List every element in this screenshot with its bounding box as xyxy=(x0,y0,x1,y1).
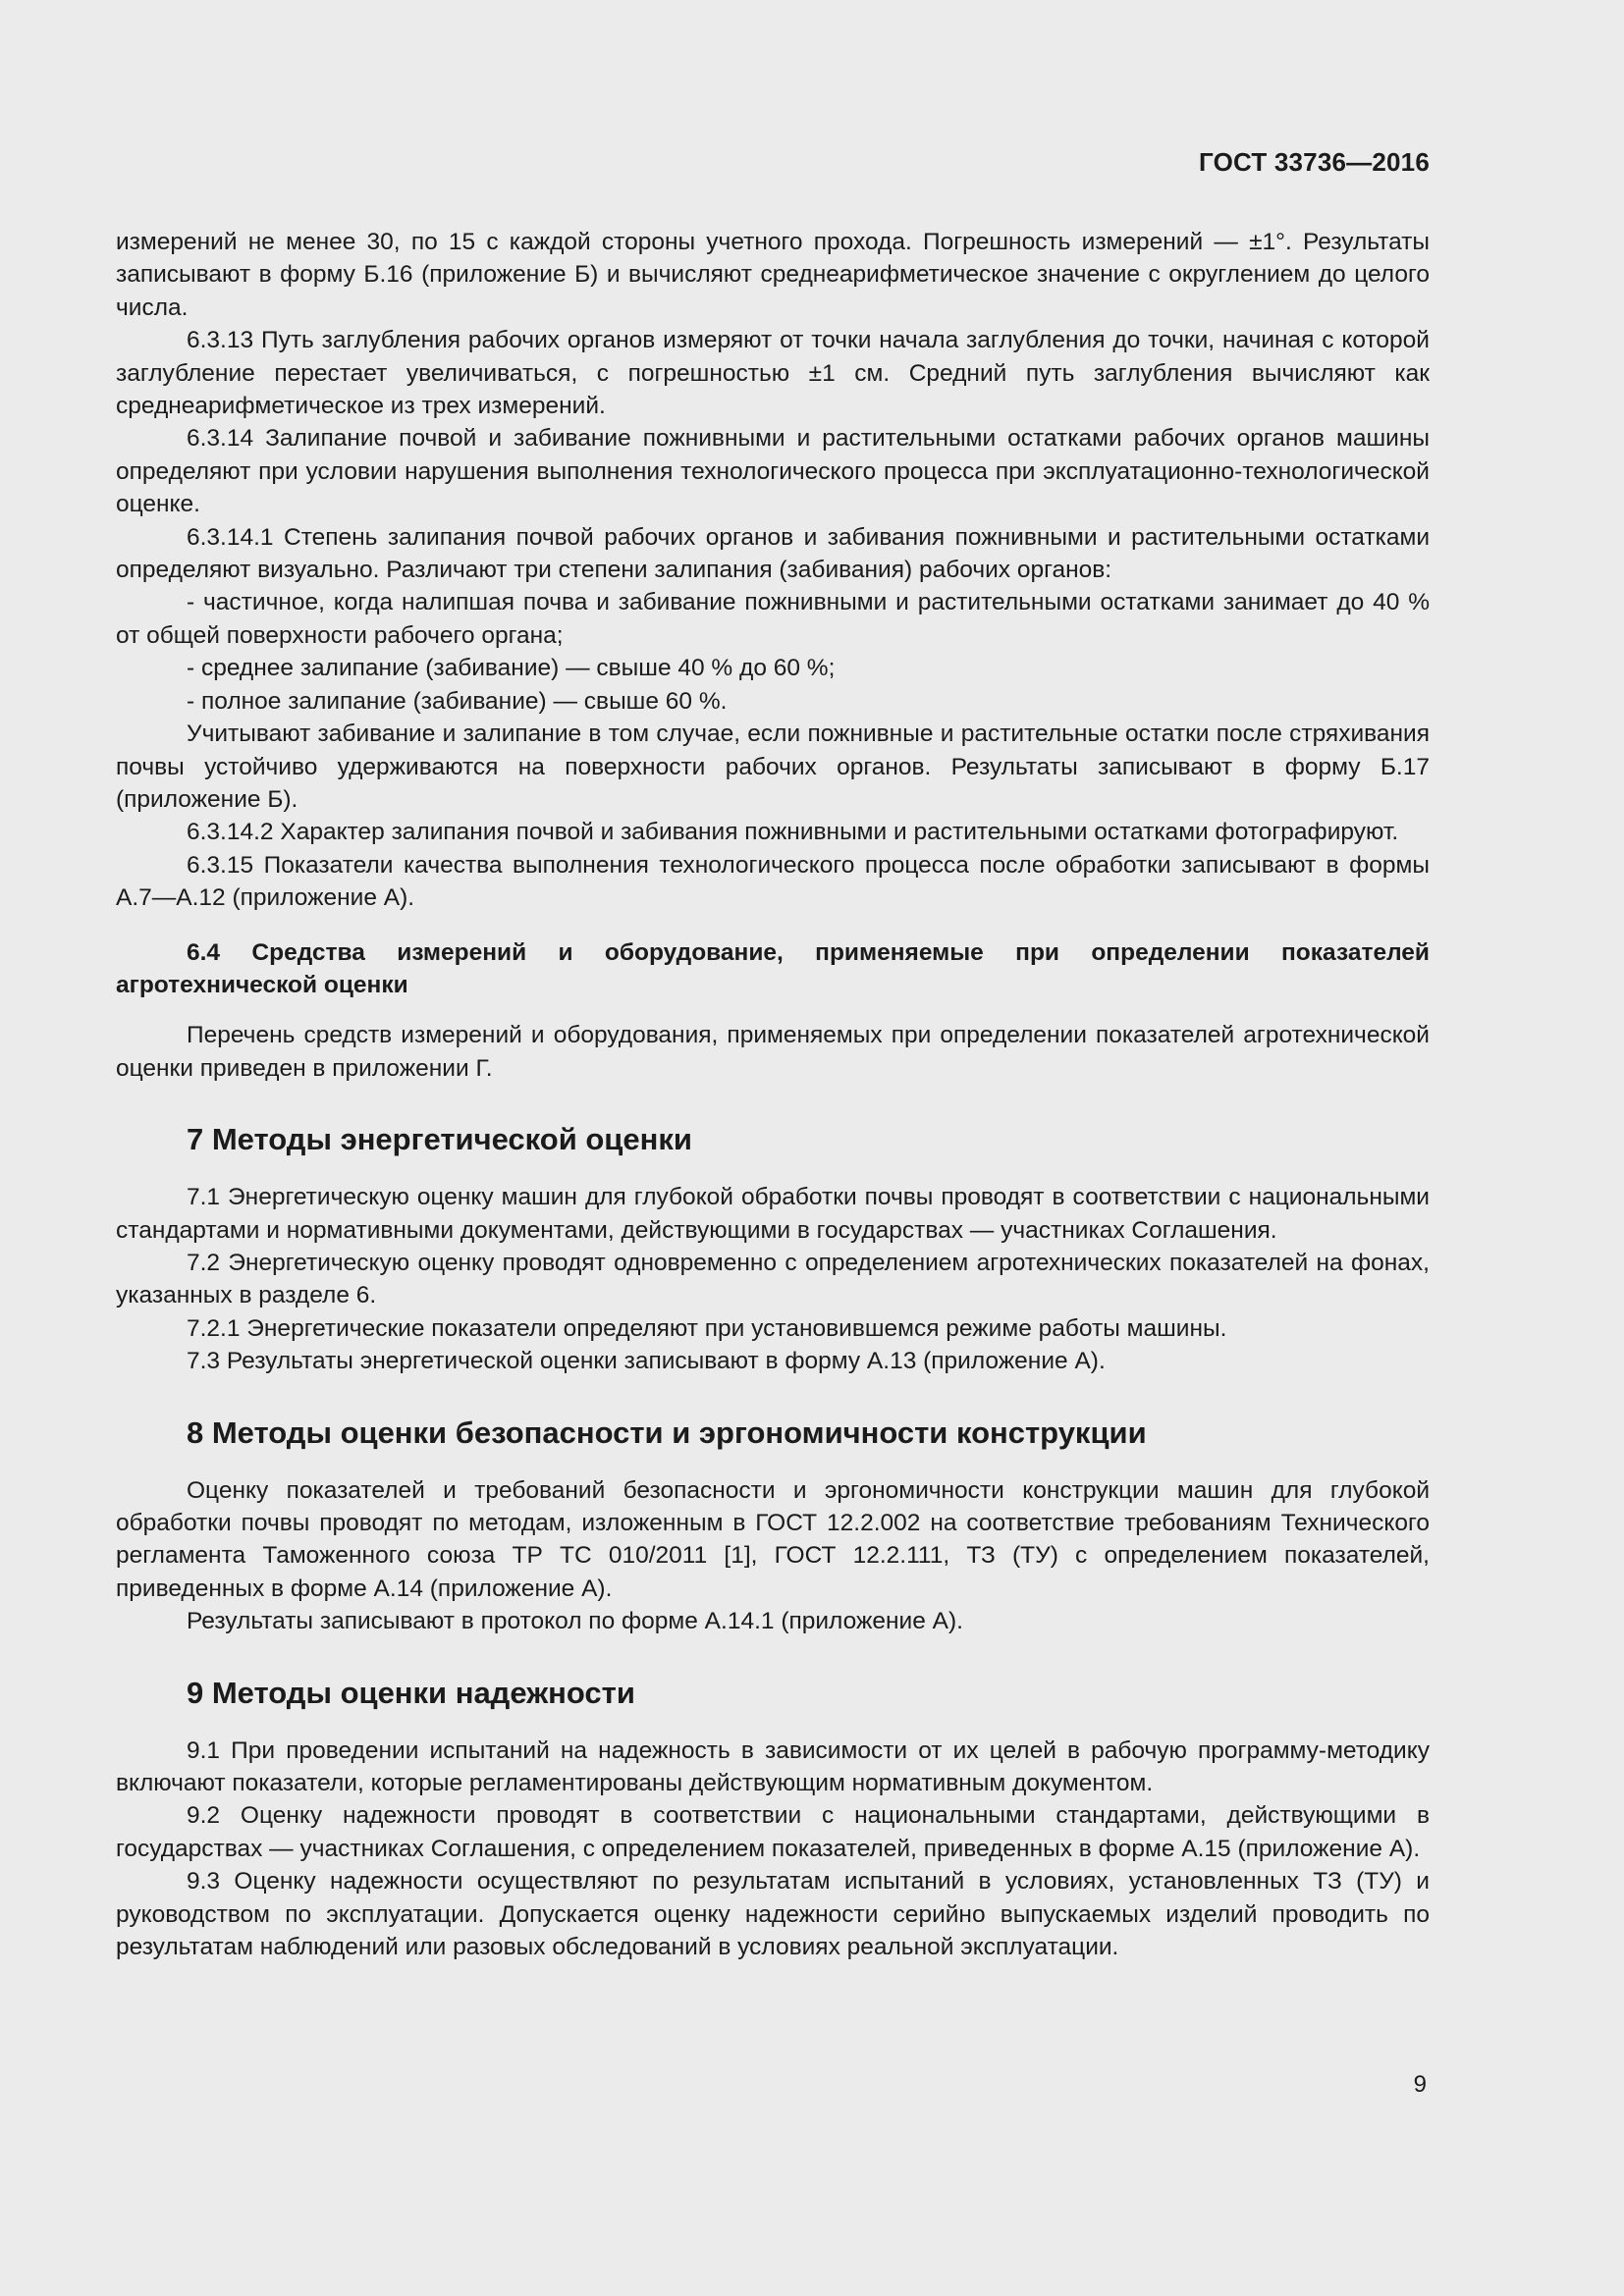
document-code-header: ГОСТ 33736—2016 xyxy=(1199,147,1430,177)
paragraph-6-3-14: 6.3.14 Залипание почвой и забивание пожнивными и растительными остатками рабочих органов машины определяют при условии нарушения выполнения технологического процесса при эксплуатационно-технологической оценке. xyxy=(116,425,1430,518)
paragraph-8-results: Результаты записывают в протокол по форме А.14.1 (приложение А). xyxy=(187,1608,963,1635)
paragraph-6-3-15: 6.3.15 Показатели качества выполнения технологического процесса после обработки записывают в формы А.7—А.12 (приложение А). xyxy=(116,851,1430,912)
paragraph-7-2: 7.2 Энергетическую оценку проводят одновременно с определением агротехнических показателей на фонах, указанных в разделе 6. xyxy=(116,1249,1430,1309)
paragraph-6-3-14-1: 6.3.14.1 Степень залипания почвой рабочих органов и забивания пожнивными и растительными остатками определяют визуально. Различают три степени залипания (забивания) рабочих органов: xyxy=(116,523,1430,584)
paragraph-7-3: 7.3 Результаты энергетической оценки записывают в форму А.13 (приложение А). xyxy=(187,1348,1106,1375)
paragraph-7-2-1: 7.2.1 Энергетические показатели определяют при установившемся режиме работы машины. xyxy=(187,1314,1227,1342)
list-item-full: - полное залипание (забивание) — свыше 60 %. xyxy=(187,687,728,715)
page-body xyxy=(116,226,1430,1963)
paragraph-continuation: измерений не менее 30, по 15 с каждой стороны учетного прохода. Погрешность измерений — ±1°. Результаты записывают в форму Б.16 (приложение Б) и вычисляют среднеарифметическое значение с округлением до целого числа. xyxy=(116,229,1430,321)
subsection-6-4-heading: 6.4 Средства измерений и оборудование, применяемые при определении показателей агротехнической оценки xyxy=(116,938,1430,998)
section-8-title: 8 Методы оценки безопасности и эргономичности конструкции xyxy=(187,1415,1147,1450)
paragraph-9-2: 9.2 Оценку надежности проводят в соответствии с национальными стандартами, действующими в государствах — участниках Соглашения, с определением показателей, приведенных в форме А.15 (приложение А). xyxy=(116,1802,1430,1862)
paragraph-8-assessment: Оценку показателей и требований безопасности и эргономичности конструкции машин для глубокой обработки почвы проводят по методам, изложенным в ГОСТ 12.2.002 на соответствие требованиям Технического регламента Таможенного союза ТР ТС 010/2011 [1], ГОСТ 12.2.111, ТЗ (ТУ) с определением показателей, приведенных в форме А.14 (приложение А). xyxy=(116,1476,1430,1602)
section-9-title: 9 Методы оценки надежности xyxy=(187,1675,635,1710)
paragraph-consideration: Учитывают забивание и залипание в том случае, если пожнивные и растительные остатки после стряхивания почвы устойчиво удерживаются на поверхности рабочих органов. Результаты записывают в форму Б.17 (приложение Б). xyxy=(116,721,1430,813)
paragraph-6-3-14-2: 6.3.14.2 Характер залипания почвой и забивания пожнивными и растительными остатками фотографируют. xyxy=(187,819,1399,846)
section-7-title: 7 Методы энергетической оценки xyxy=(187,1122,692,1157)
paragraph-9-3: 9.3 Оценку надежности осуществляют по результатам испытаний в условиях, установленных ТЗ (ТУ) и руководством по эксплуатации. Допускается оценку надежности серийно выпускаемых изделий проводить по результатам наблюдений или разовых обследований в условиях реальной эксплуатации. xyxy=(116,1868,1430,1961)
page-number: 9 xyxy=(1413,2071,1427,2098)
paragraph-7-1: 7.1 Энергетическую оценку машин для глубокой обработки почвы проводят в соответствии с национальными стандартами и нормативными документами, действующими в государствах — участниках Соглашения. xyxy=(116,1184,1430,1244)
paragraph-9-1: 9.1 При проведении испытаний на надежность в зависимости от их целей в рабочую программу-методику включают показатели, которые регламентированы действующим нормативным документом. xyxy=(116,1736,1430,1797)
list-item-medium: - среднее залипание (забивание) — свыше 40 % до 60 %; xyxy=(187,655,836,682)
paragraph-6-3-13: 6.3.13 Путь заглубления рабочих органов измеряют от точки начала заглубления до точки, начиная с которой заглубление перестает увеличиваться, с погрешностью ±1 см. Средний путь заглубления вычисляют как среднеарифметическое из трех измерений. xyxy=(116,327,1430,420)
subsection-6-4-text: Перечень средств измерений и оборудования, применяемых при определении показателей агротехнической оценки приведен в приложении Г. xyxy=(116,1022,1430,1082)
list-item-partial: - частичное, когда налипшая почва и забивание пожнивными и растительными остатками занимает до 40 % от общей поверхности рабочего органа; xyxy=(116,589,1430,649)
